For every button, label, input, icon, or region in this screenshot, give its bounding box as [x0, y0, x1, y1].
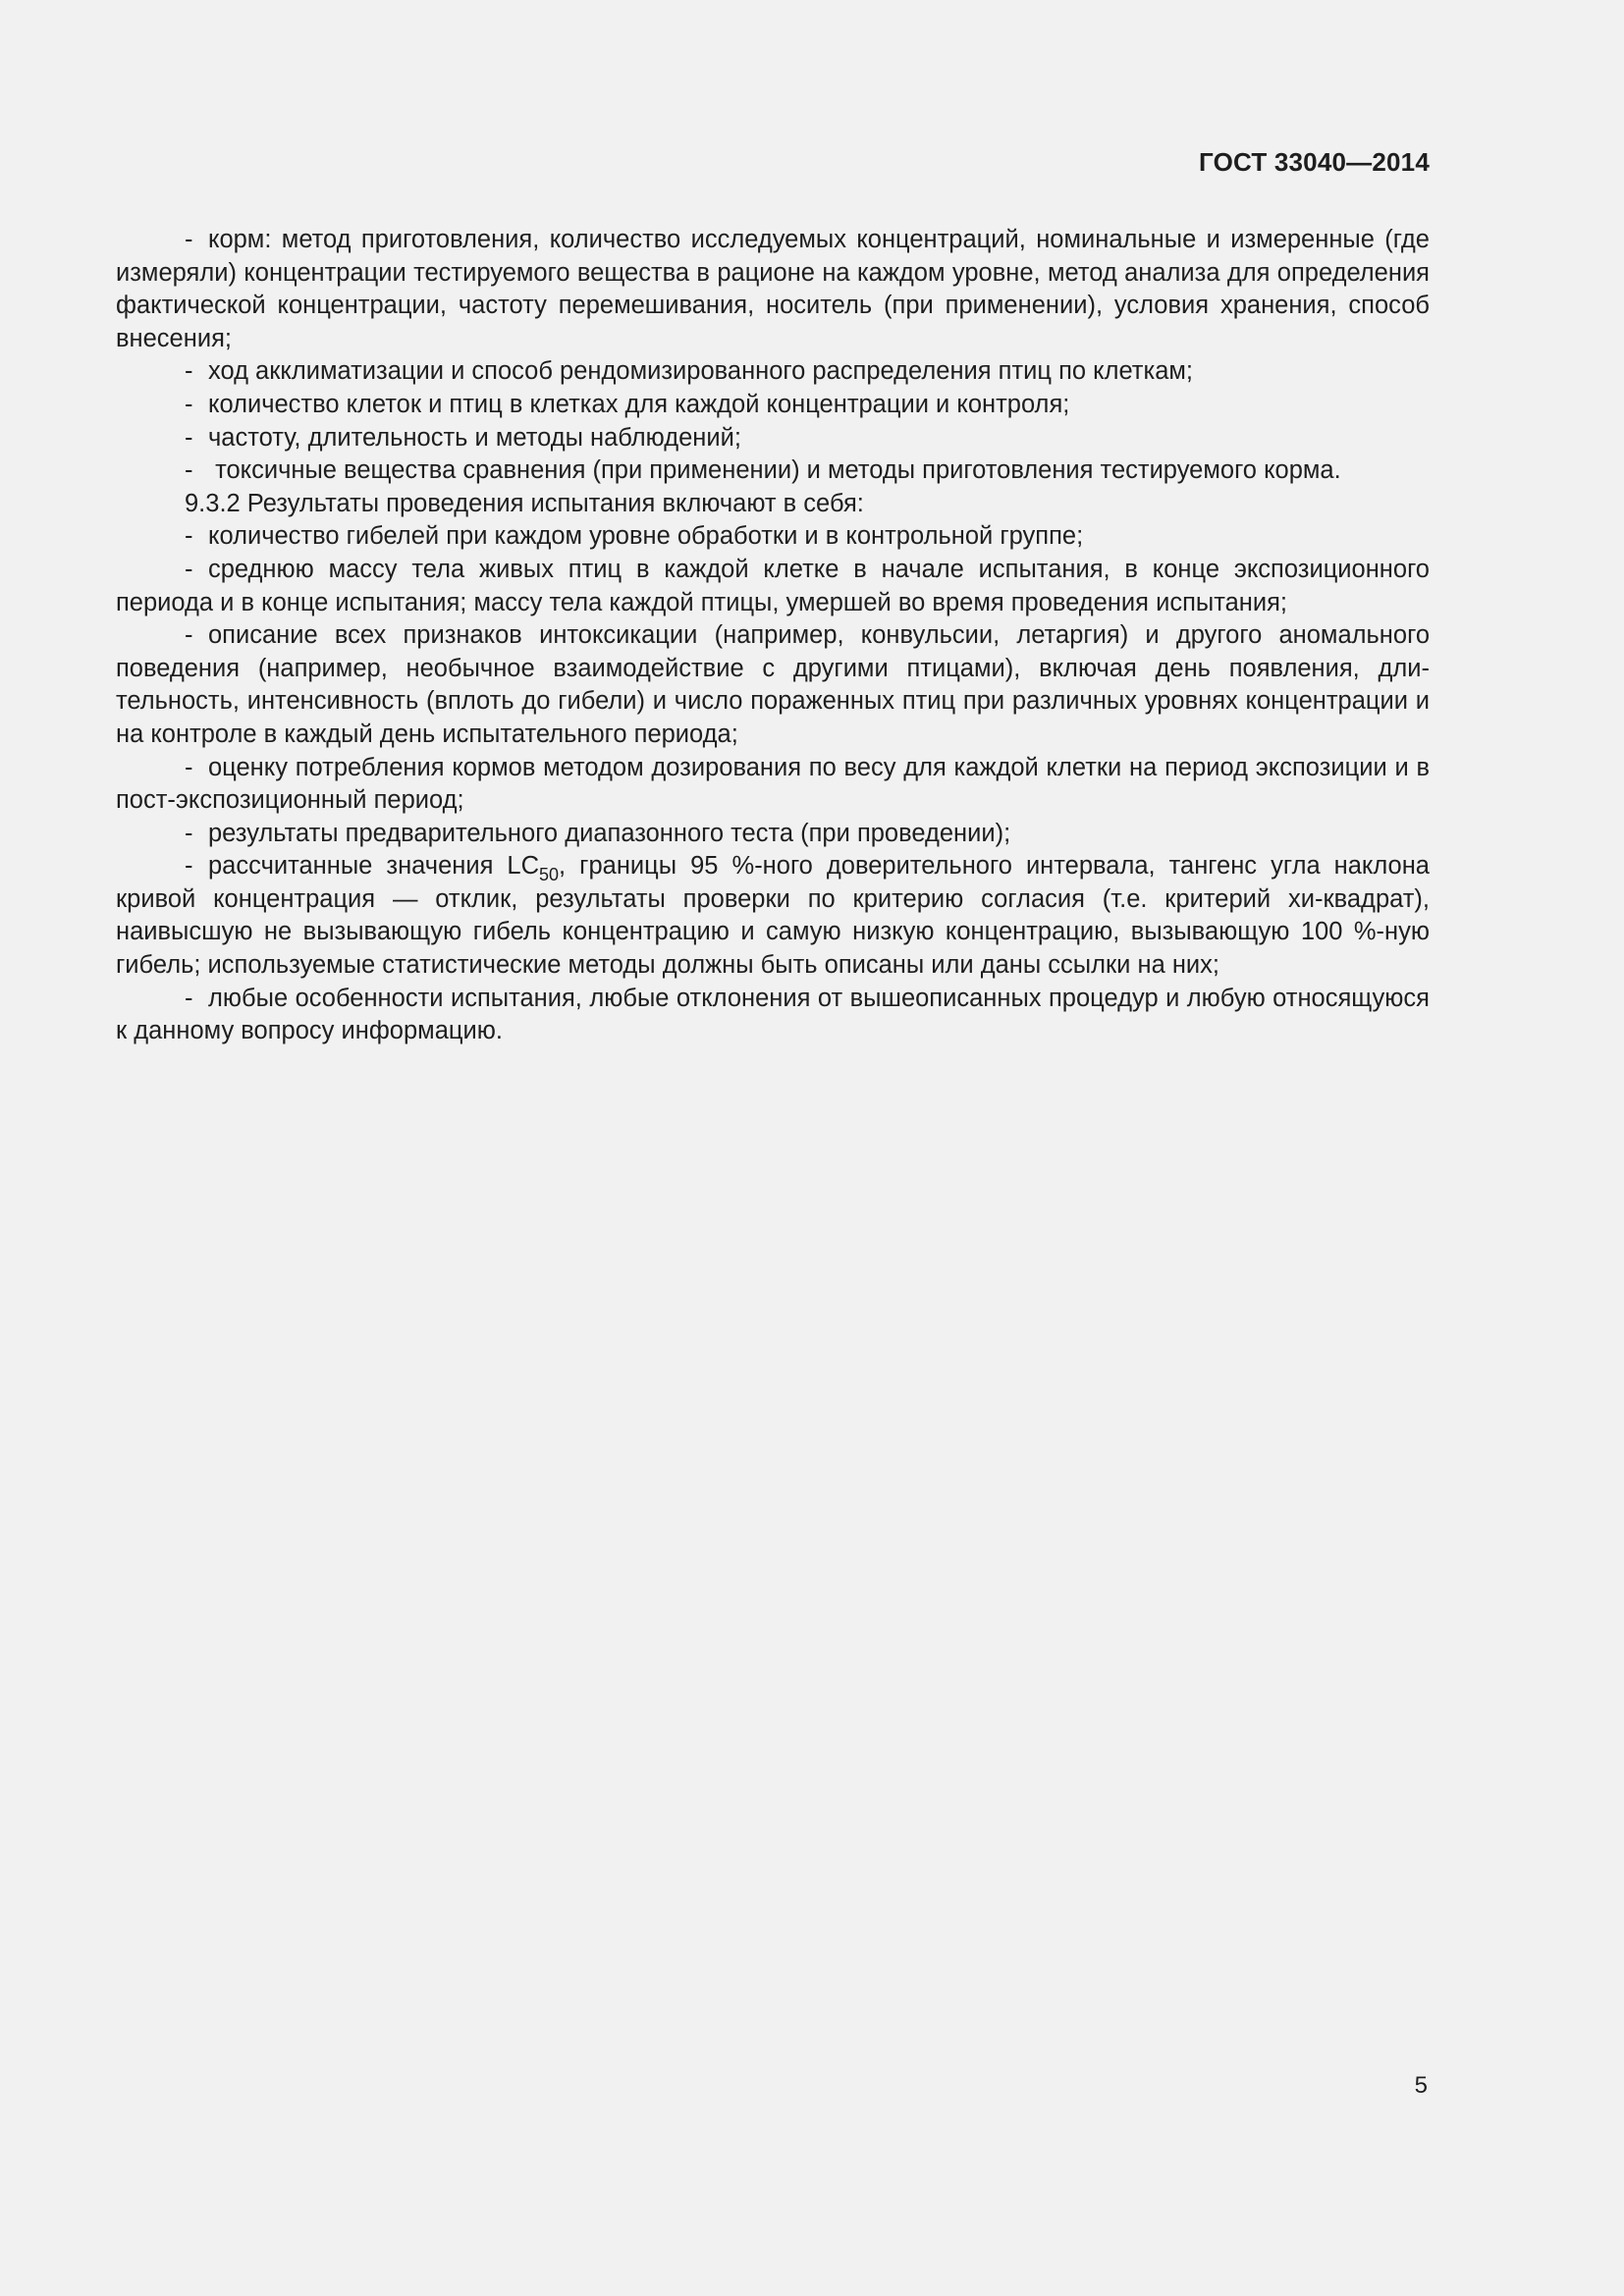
list-item-feed-consumption: [116, 752, 1430, 818]
section-heading-9-3-2: [116, 488, 1430, 521]
paragraph-text: токсичные вещества сравнения (при применении) и методы приготовления тестируемого корма.: [208, 456, 1341, 485]
list-item-intoxication-signs: [116, 619, 1430, 751]
paragraph-text: результаты предварительного диапазонного теста (при проведении);: [208, 819, 1011, 847]
list-item-body-mass: [116, 554, 1430, 619]
paragraph-text: среднюю массу тела живых птиц в каждой клетке в начале испытания, в конце экспозиционного периода и в конце испытания; массу тела каждой птицы, умершей во время проведения испытания;: [116, 555, 1430, 616]
list-dash: -: [185, 984, 193, 1012]
document-body: [116, 224, 1430, 1048]
list-item-deviations: [116, 983, 1430, 1048]
list-dash: -: [185, 753, 193, 781]
list-item-reference-substances: [116, 454, 1430, 488]
paragraph-text: описание всех признаков интоксикации (например, конвульсии, летаргия) и другого аномального поведения (например, необычное взаимодействие с другими птицами), включая день появления, длительность, интенсивность (вплоть до гибели) и число пораженных птиц при различных уровнях концентрации и на контроле в каждый день испытательного периода;: [116, 621, 1430, 748]
list-dash: -: [185, 555, 193, 583]
list-item-cage-count: [116, 389, 1430, 422]
paragraph-text: оценку потребления кормов методом дозирования по весу для каждой клетки на период экспозиции и в пост-экспозиционный период;: [116, 753, 1430, 815]
document-code-header: ГОСТ 33040—2014: [1199, 147, 1430, 177]
list-dash: -: [185, 621, 193, 650]
list-item-range-finding: [116, 818, 1430, 851]
list-item-acclimatization: [116, 355, 1430, 389]
paragraph-text: количество клеток и птиц в клетках для каждой концентрации и контроля;: [208, 390, 1070, 418]
list-item-mortality: [116, 520, 1430, 554]
list-dash: -: [185, 522, 193, 551]
list-dash: -: [185, 423, 193, 452]
paragraph-text: ход акклиматизации и способ рендомизированного распределения птиц по клеткам;: [208, 357, 1194, 386]
list-dash: -: [185, 357, 193, 386]
list-item-lc50-values: [116, 850, 1430, 982]
page-number: 5: [1414, 2072, 1428, 2099]
paragraph-text-before: рассчитанные значения LC: [208, 852, 540, 881]
lc-subscript: 50: [539, 865, 560, 885]
paragraph-text: корм: метод приготовления, количество исследуемых концентраций, номинальные и измеренные (где измеряли) концентрации тестируемого вещества в рационе на каждом уровне, метод анализа для определения фактической концентрации, частоту перемешивания, носитель (при применении), условия хранения, способ внесения;: [116, 226, 1430, 352]
list-dash: -: [185, 390, 193, 418]
list-item-feed: [116, 224, 1430, 355]
list-dash: -: [185, 852, 193, 881]
paragraph-text: любые особенности испытания, любые отклонения от вышеописанных процедур и любую относящуюся к данному вопросу информацию.: [116, 984, 1430, 1045]
paragraph-text: частоту, длительность и методы наблюдений;: [208, 423, 741, 452]
list-dash: -: [185, 819, 193, 847]
list-item-observations: [116, 422, 1430, 455]
list-dash: -: [185, 226, 193, 253]
paragraph-text: 9.3.2 Результаты проведения испытания включают в себя:: [185, 489, 864, 517]
list-dash: -: [185, 456, 193, 485]
paragraph-text: количество гибелей при каждом уровне обработки и в контрольной группе;: [208, 522, 1084, 551]
paragraph-text-after: , границы 95 %-ного доверительного интервала, тангенс угла наклона кривой концентрация — отклик, результаты проверки по критерию согласия (т.е. критерий хи-квадрат), наивысшую не вызывающую гибель концентрацию и самую низкую концентрацию, вызывающую 100 %-ную гибель; используемые статистические методы должны быть описаны или даны ссылки на них;: [116, 852, 1430, 980]
